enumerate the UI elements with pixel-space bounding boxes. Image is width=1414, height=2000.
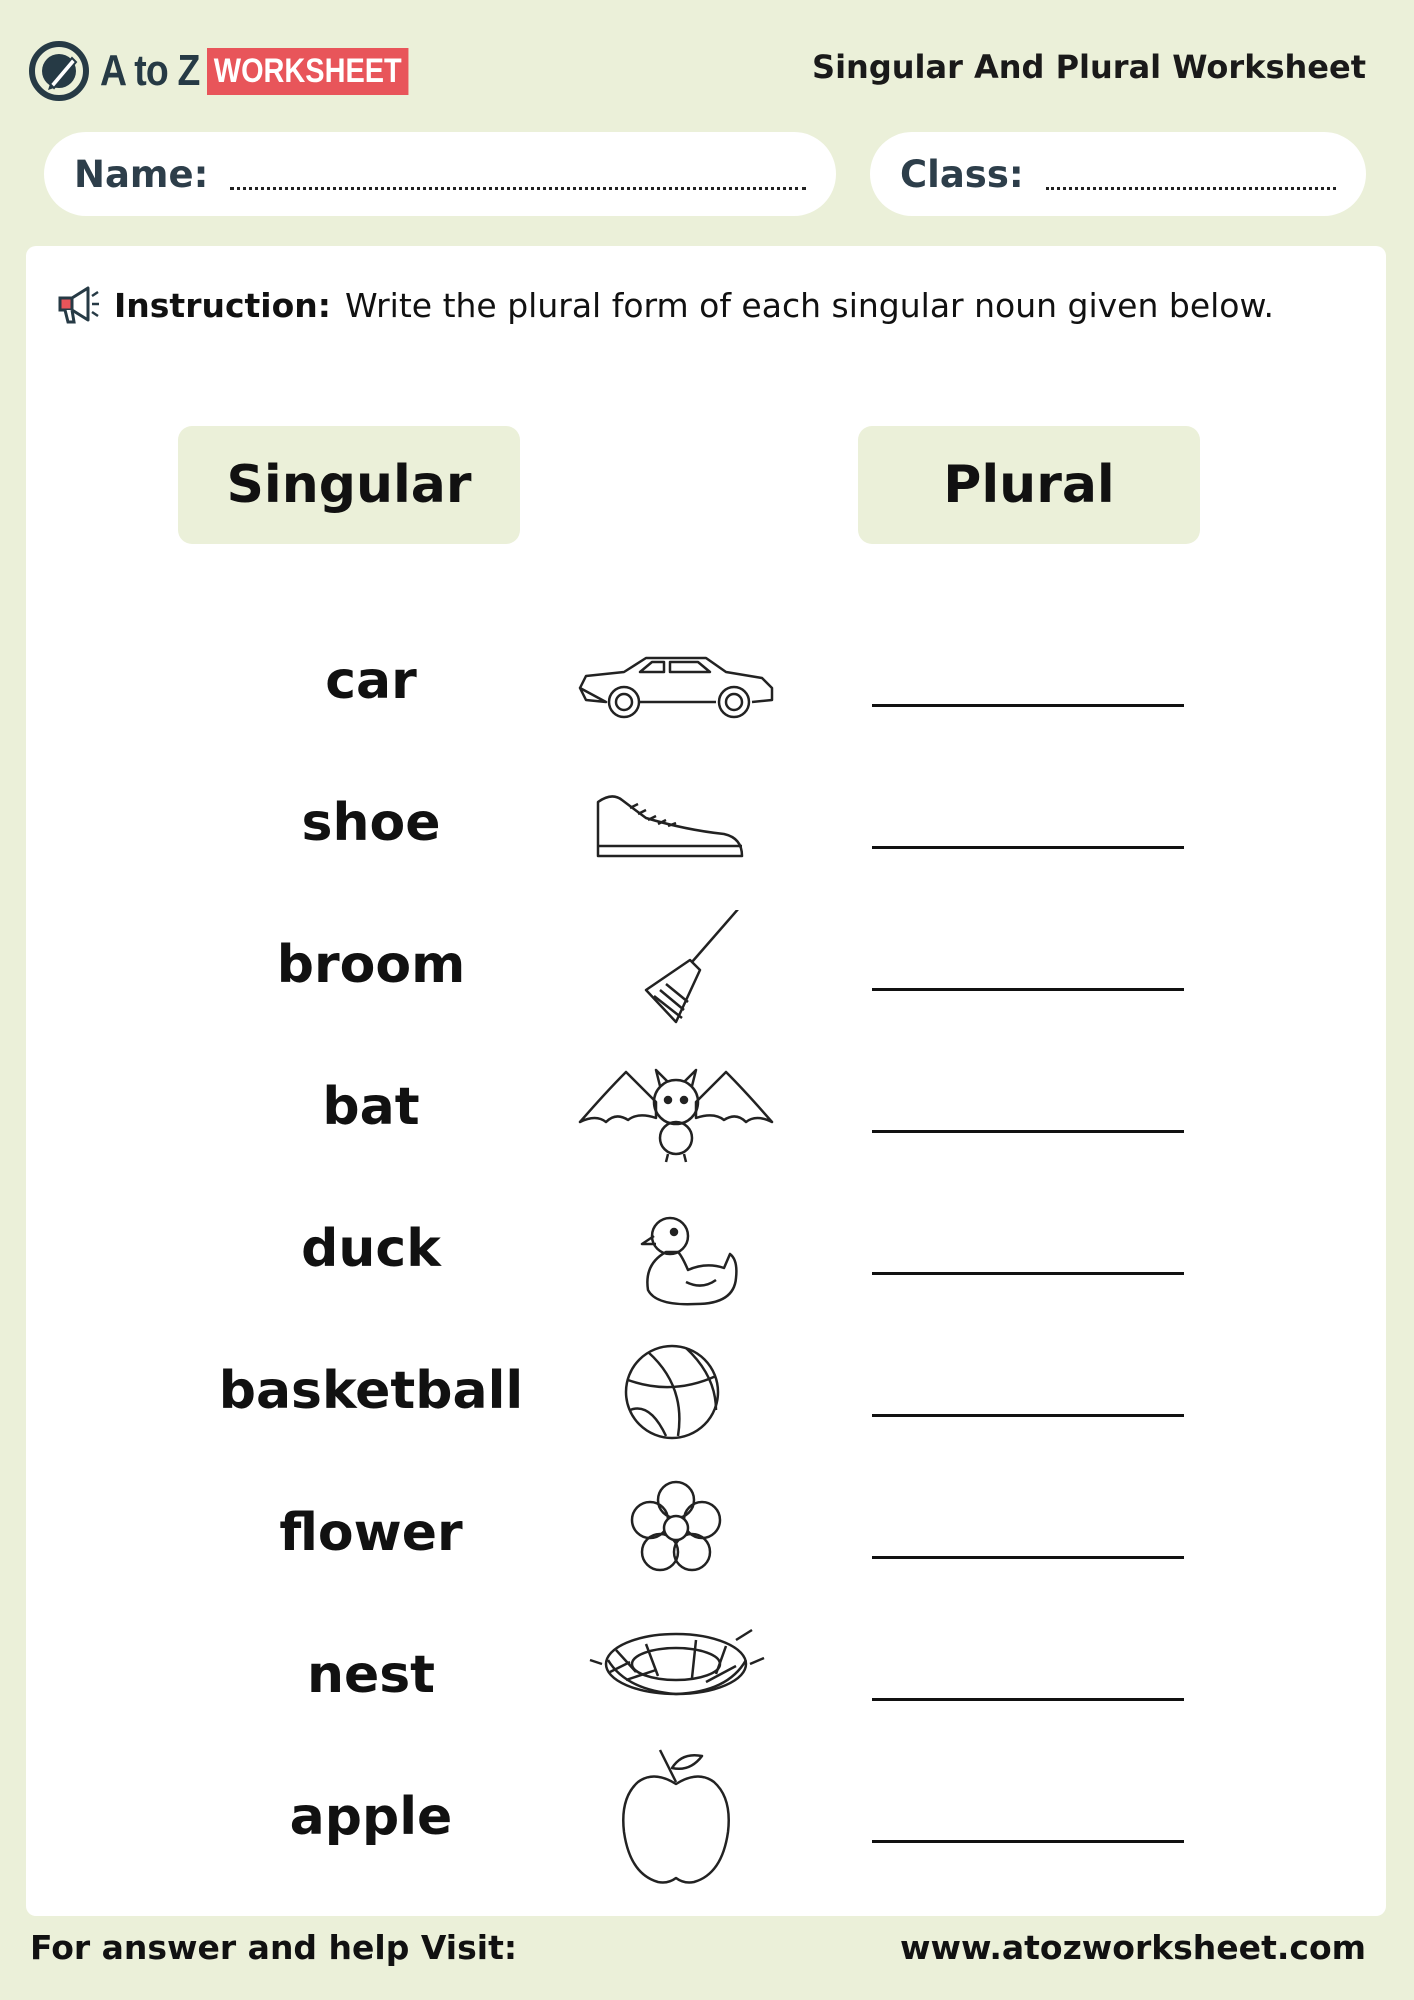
nest-icon (566, 1620, 786, 1740)
plural-answer-line[interactable] (872, 1272, 1184, 1275)
plural-answer-line[interactable] (872, 1840, 1184, 1843)
megaphone-icon (54, 284, 100, 326)
page-title: Singular And Plural Worksheet (812, 48, 1366, 86)
list-item (26, 1052, 1386, 1172)
duck-icon (566, 1194, 786, 1314)
name-dotted-line[interactable] (230, 187, 806, 190)
brand-logo (28, 38, 444, 104)
footer-help-text: For answer and help Visit: (30, 1928, 518, 1967)
instruction (54, 284, 1274, 326)
plural-answer-line[interactable] (872, 1130, 1184, 1133)
list-item (26, 626, 1386, 746)
singular-word: car (325, 651, 417, 711)
list-item (26, 768, 1386, 888)
singular-word: flower (279, 1503, 463, 1563)
singular-word: basketball (218, 1361, 524, 1421)
singular-word: duck (301, 1219, 441, 1279)
class-label: Class: (900, 152, 1024, 196)
flower-icon (566, 1478, 786, 1598)
plural-answer-line[interactable] (872, 1414, 1184, 1417)
plural-answer-line[interactable] (872, 704, 1184, 707)
singular-word: apple (289, 1787, 453, 1847)
brand-atoz: A to Z (100, 46, 200, 95)
singular-header: Singular (178, 426, 520, 544)
instruction-label: Instruction: (114, 285, 331, 325)
singular-word: shoe (301, 793, 441, 853)
class-dotted-line[interactable] (1046, 187, 1336, 190)
pencil-logo-icon (28, 40, 90, 102)
plural-answer-line[interactable] (872, 846, 1184, 849)
shoe-icon (566, 768, 786, 888)
car-icon (566, 626, 786, 746)
name-label: Name: (74, 152, 209, 196)
class-field[interactable] (870, 132, 1366, 216)
plural-header: Plural (858, 426, 1200, 544)
name-field[interactable] (44, 132, 836, 216)
footer-website-link[interactable]: www.atozworksheet.com (899, 1928, 1366, 1967)
plural-answer-line[interactable] (872, 988, 1184, 991)
basketball-icon (566, 1336, 786, 1456)
bat-icon (566, 1052, 786, 1172)
broom-icon (566, 910, 786, 1030)
singular-word: broom (276, 935, 466, 995)
plural-answer-line[interactable] (872, 1556, 1184, 1559)
plural-answer-line[interactable] (872, 1698, 1184, 1701)
list-item (26, 1194, 1386, 1314)
apple-icon (566, 1742, 786, 1892)
list-item (26, 1762, 1386, 1882)
singular-word: nest (306, 1645, 436, 1705)
instruction-text: Write the plural form of each singular noun given below. (344, 285, 1274, 325)
worksheet-card (26, 246, 1386, 1916)
brand-worksheet: WORKSHEET (207, 48, 408, 95)
singular-word: bat (322, 1077, 420, 1137)
list-item (26, 910, 1386, 1030)
list-item (26, 1620, 1386, 1740)
list-item (26, 1336, 1386, 1456)
list-item (26, 1478, 1386, 1598)
